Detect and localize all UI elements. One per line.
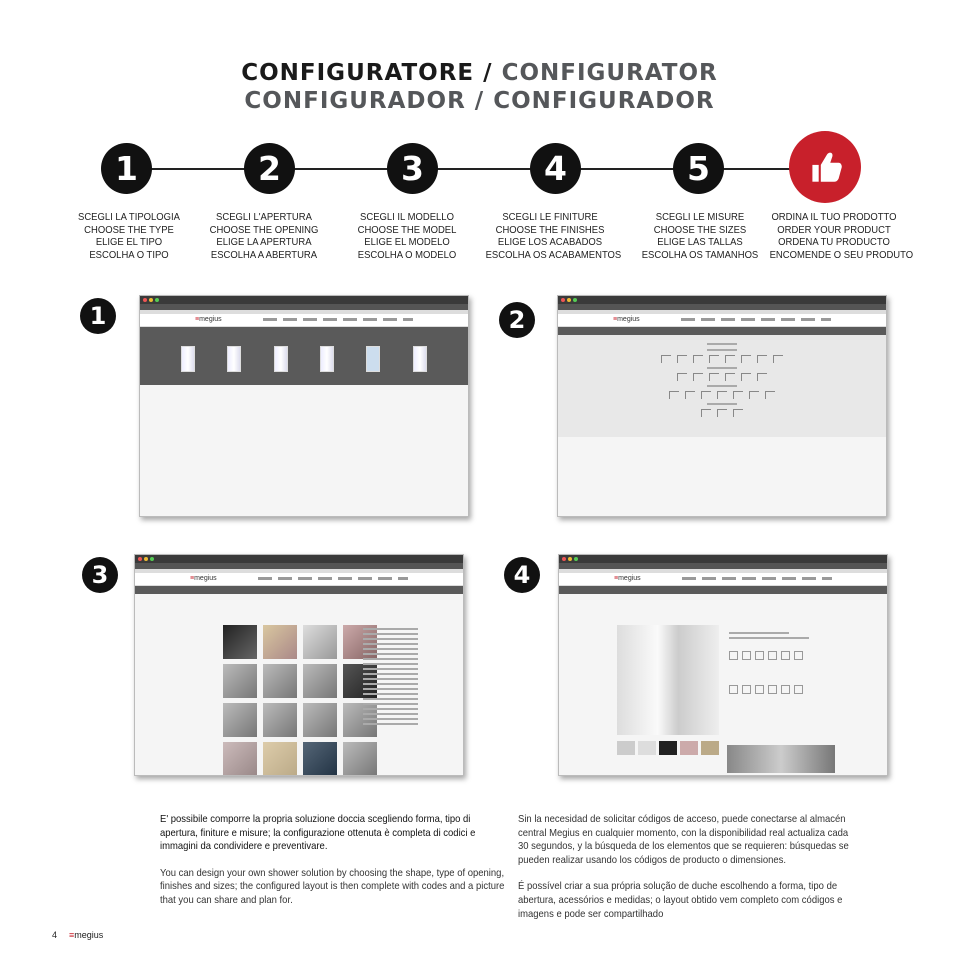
title-line-2: CONFIGURADOR / CONFIGURADOR <box>244 88 715 114</box>
step-3-label: SCEGLI IL MODELLO CHOOSE THE MODEL ELIGE EL MODELO ESCOLHA O MODELO <box>357 212 457 261</box>
page-number: 4 <box>52 930 58 940</box>
step-5-circle: 5 <box>673 143 724 194</box>
screenshot-4-finishes: ≡megius <box>558 554 888 776</box>
footer <box>52 930 103 940</box>
body-english: You can design your own shower solution by choosing the shape, type of opening, finishes and sizes; the configured layout is then complete with codes and a picture that you can share and plan for. <box>160 867 505 906</box>
step-3-circle: 3 <box>387 143 438 194</box>
body-column-left <box>160 813 510 921</box>
body-portuguese: É possível criar a sua própria solução de duche escolhendo a forma, tipo de abertura, acessórios e medidas; o layout obtido vem completo com códigos e imagens e pode ser compartilhado <box>518 881 843 920</box>
title-english: CONFIGURATOR <box>501 60 718 86</box>
step-4-circle: 4 <box>530 143 581 194</box>
step-6-label: ORDINA IL TUO PRODOTTO ORDER YOUR PRODUCT ORDENA TU PRODUCTO ENCOMENDE O SEU PRODUTO <box>769 212 914 261</box>
screen-3-number: 3 <box>82 557 118 593</box>
step-4-label: SCEGLI LE FINITURE CHOOSE THE FINISHES ELIGE LOS ACABADOS ESCOLHA OS ACABAMENTOS <box>485 212 622 261</box>
thumbs-up-icon <box>789 131 861 203</box>
title-italian: CONFIGURATORE / <box>241 60 493 86</box>
screenshot-2-opening: ≡megius <box>557 295 887 517</box>
title-line-1 <box>0 60 959 86</box>
step-5-label: SCEGLI LE MISURE CHOOSE THE SIZES ELIGE LAS TALLAS ESCOLHA OS TAMANHOS <box>641 212 759 261</box>
screen-4-number: 4 <box>504 557 540 593</box>
body-column-right <box>518 813 861 934</box>
step-1-circle: 1 <box>101 143 152 194</box>
brand-logo: ≡megius <box>69 930 104 940</box>
body-italian: E' possibile comporre la propria soluzione doccia scegliendo forma, tipo di apertura, finiture e misure; la configurazione ottenuta è completa di codici e immagini da condividere e preventivare. <box>160 814 476 853</box>
screenshot-1-type: ≡megius <box>139 295 469 517</box>
screen-2-number: 2 <box>499 302 535 338</box>
step-2-label: SCEGLI L'APERTURA CHOOSE THE OPENING ELIGE LA APERTURA ESCOLHA A ABERTURA <box>209 212 319 261</box>
step-1-label: SCEGLI LA TIPOLOGIA CHOOSE THE TYPE ELIGE EL TIPO ESCOLHA O TIPO <box>78 212 180 261</box>
screenshot-3-model: ≡megius <box>134 554 464 776</box>
screen-1-number: 1 <box>80 298 116 334</box>
step-2-circle: 2 <box>244 143 295 194</box>
body-spanish: Sin la necesidad de solicitar códigos de acceso, puede conectarse al almacén central Megius en cualquier momento, con la disponibilidad real actualiza cada 30 segundos, y la búsqueda de los elementos que se requieren: búsquedas se pueden realizar usando los códigos de producto o dimensiones. <box>518 814 849 866</box>
